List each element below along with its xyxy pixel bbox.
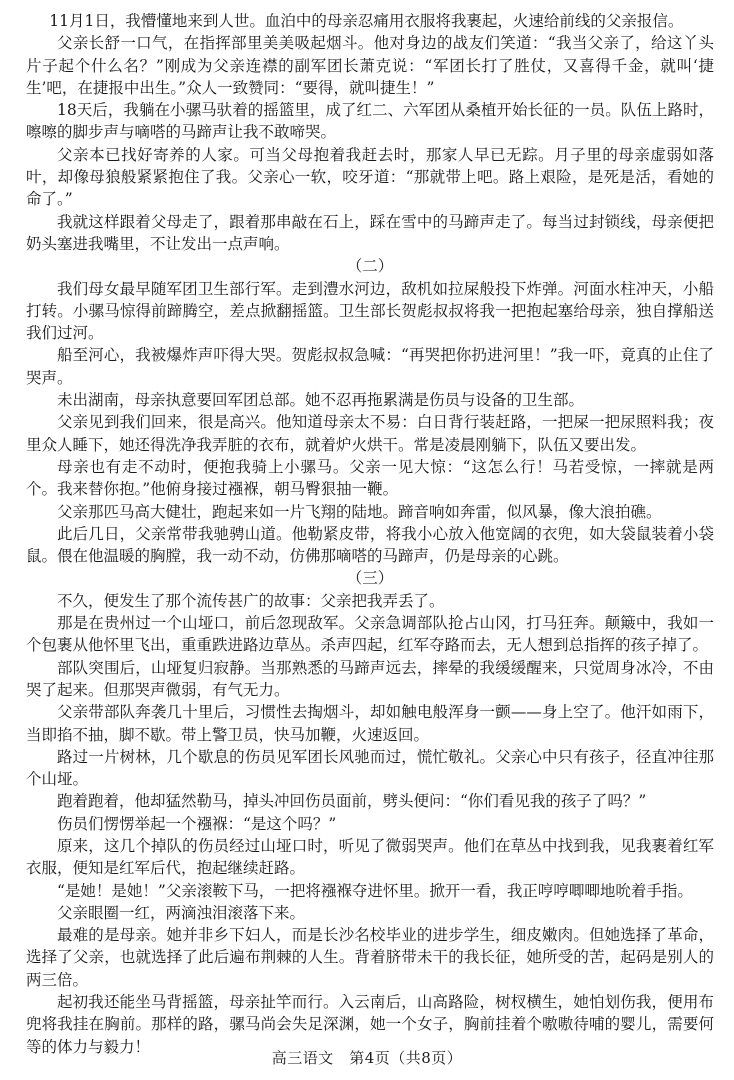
paragraph: 11月1日，我懵懂地来到人世。血泊中的母亲忍痛用衣服将我裹起，火速给前线的父亲报信。 [49,12,684,30]
paragraph: 母亲也有走不动时，便抱我骑上小骡马。父亲一见大惊：“这怎么行！马若受惊，一摔就是两个。我来替你抱。”他俯身接过襁褓，朝马臀狠抽一鞭。 [26,457,714,499]
article-body [26,10,714,1058]
paragraph: 起初我还能坐马背摇篮，母亲扯竿而行。入云南后，山高路险，树杈横生，她怕划伤我，便用布兜将我挂在胸前。那样的路，骡马尚会失足深渊，她一个女子，胸前挂着个嗷嗷待哺的婴儿，需要何等的体力与毅力！ [26,993,714,1056]
paragraph: 此后几日，父亲常带我驰骋山道。他勒紧皮带，将我小心放入他宽阔的衣兜，如大袋鼠装着小袋鼠。偎在他温暖的胸膛，我一动不动，仿佛那嘀嗒的马蹄声，仍是母亲的心跳。 [26,524,714,566]
paragraph: 父亲见到我们回来，很是高兴。他知道母亲太不易：白日背行装赶路，一把屎一把尿照料我；夜里众人睡下，她还得洗净我弄脏的衣布，就着炉火烘干。常是凌晨刚躺下，队伍又要出发。 [26,413,714,454]
paragraph: 那是在贵州过一个山垭口，前后忽现敌军。父亲急调部队抢占山冈，打马狂奔。颠簸中，我如一个包裹从他怀里飞出，重重跌进路边草丛。杀声四起，红军夺路而去，无人想到总指挥的孩子掉了。 [26,614,714,655]
paragraph: 父亲那匹马高大健壮，跑起来如一片飞翔的陆地。蹄音响如奔雷，似风暴，像大浪拍礁。 [57,502,662,521]
paragraph: 父亲本已找好寄养的人家。可当父母抱着我赶去时，那家人早已无踪。月子里的母亲虚弱如落叶，却像母狼般紧紧抱住了我。父亲心一软，咬牙道：“那就带上吧。路上艰险，是死是活，看她的命了。” [26,145,714,209]
section-heading-2: （二） [346,257,394,276]
page-footer: 高三语文 第4页（共8页） [271,1049,463,1067]
paragraph: 路过一片树林，几个歇息的伤员见军团长风驰而过，慌忙敬礼。父亲心中只有孩子，径直冲往那个山垭。 [26,747,714,789]
paragraph: “是她！是她！”父亲滚鞍下马，一把将襁褓夺进怀里。掀开一看，我正哼哼唧唧地吮着手指。 [57,881,693,900]
paragraph: 船至河心，我被爆炸声吓得大哭。贺彪叔叔急喊：“再哭把你扔进河里！”我一吓，竟真的止住了哭声。 [26,346,714,387]
paragraph: 原来，这几个掉队的伤员经过山垭口时，听见了微弱哭声。他们在草丛中找到我，见我裹着红军衣服，便知是红军后代，抱起继续赶路。 [26,836,714,878]
paragraph: 父亲带部队奔袭几十里后，习惯性去掏烟斗，却如触电般浑身一颤——身上空了。他汗如雨下，当即掐不抽，脚不歇。带上警卫员，快马加鞭，火速返回。 [26,703,714,744]
section-heading-3: （三） [346,569,394,588]
paragraph: 部队突围后，山垭复归寂静。当那熟悉的马蹄声远去，摔晕的我缓缓醒来，只觉周身冰冷，不由哭了起来。但那哭声微弱，有气无力。 [26,658,714,699]
paragraph: 跑着跑着，他却猛然勒马，掉头冲回伤员面前，劈头便问：“你们看见我的孩子了吗？” [57,792,647,811]
paragraph: 我们母女最早随军团卫生部行军。走到澧水河边，敌机如拉屎般投下炸弹。河面水柱冲天，小船打转。小骡马惊得前蹄腾空，差点掀翻摇篮。卫生部长贺彪叔叔将我一把抱起塞给母亲，独自撑船送我们过河。 [26,279,714,343]
paragraph: 父亲眼圈一红，两滴浊泪滚落下来。 [57,903,306,922]
paragraph: 最难的是母亲。她并非乡下妇人，而是长沙名校毕业的进步学生，细皮嫩肉。但她选择了革命，选择了父亲，也就选择了此后遍布荆棘的人生。背着脐带未干的我长征，她所受的苦，起码是别人的两三倍。 [26,926,714,989]
paragraph: 未出湖南，母亲执意要回军团总部。她不忍再拖累满是伤员与设备的卫生部。 [57,391,585,410]
paragraph: 我就这样跟着父母走了，跟着那串敲在石上，踩在雪中的马蹄声走了。每当过封锁线，母亲便把奶头塞进我嘴里，不让发出一点声响。 [26,212,714,253]
paragraph: 父亲长舒一口气，在指挥部里美美吸起烟斗。他对身边的战友们笑道：“我当父亲了，给这丫头片子起个什么名？”刚成为父亲连襟的副军团长萧克说：“军团长打了胜仗，又喜得千金，就叫‘捷生’吧，在捷报中出生。”众人一致赞同：“要得，就叫捷生！” [26,34,714,97]
paragraph: 伤员们愣愣举起一个襁褓：“是这个吗？” [57,814,337,833]
paragraph: 不久，便发生了那个流传甚广的故事：父亲把我弄丢了。 [57,591,445,610]
paragraph: 18天后，我躺在小骡马驮着的摇篮里，成了红二、六军团从桑植开始长征的一员。队伍上路时，嚓嚓的脚步声与嘀嗒的马蹄声让我不敢啼哭。 [26,101,714,142]
